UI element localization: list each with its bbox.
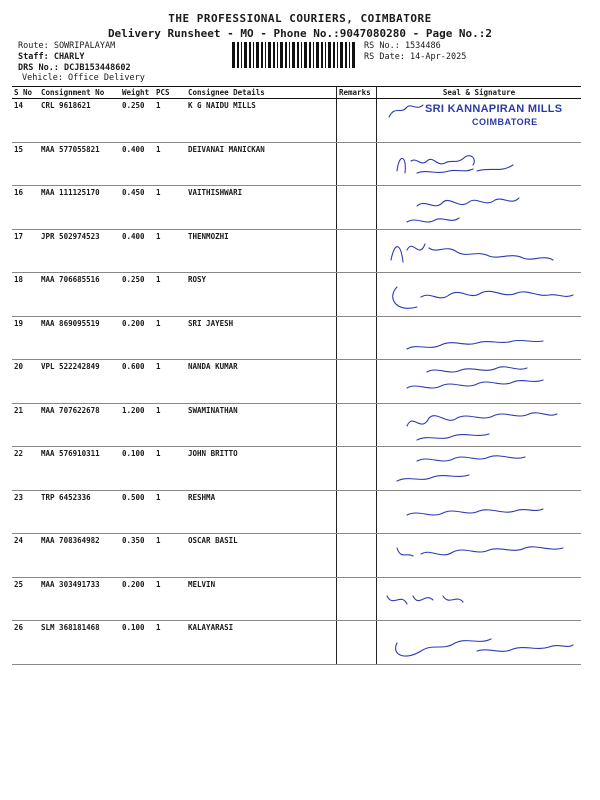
cell-weight: 0.100 [120, 621, 154, 665]
cell-signature [377, 229, 582, 273]
col-header-consignee: Consignee Details [186, 87, 337, 99]
cell-sno: 15 [12, 142, 39, 186]
table-row [12, 577, 581, 621]
cell-remarks [337, 229, 377, 273]
cell-weight: 0.350 [120, 534, 154, 578]
signature-scribble [377, 491, 581, 534]
cell-consignee: K G NAIDU MILLS [186, 99, 337, 143]
cell-remarks [337, 99, 377, 143]
col-header-signature: Seal & Signature [377, 87, 582, 99]
cell-sno: 18 [12, 273, 39, 317]
signature-scribble [377, 404, 581, 447]
cell-pcs: 1 [154, 447, 186, 491]
table-header-row [12, 87, 581, 99]
cell-weight: 0.200 [120, 316, 154, 360]
cell-signature [377, 577, 582, 621]
cell-signature [377, 534, 582, 578]
signature-scribble [377, 578, 581, 621]
cell-sno: 23 [12, 490, 39, 534]
staff-label: Staff: CHARLY [18, 52, 85, 62]
cell-consignment-no: TRP 6452336 [39, 490, 120, 534]
signature-scribble [377, 447, 581, 490]
table-row [12, 316, 581, 360]
cell-weight: 0.200 [120, 577, 154, 621]
cell-remarks [337, 273, 377, 317]
cell-sno: 16 [12, 186, 39, 230]
signature-scribble [377, 621, 581, 664]
rs-number: RS No.: 1534486 [364, 41, 441, 51]
signature-scribble [377, 534, 581, 577]
table-row [12, 360, 581, 404]
cell-consignment-no: VPL 522242849 [39, 360, 120, 404]
cell-sno: 26 [12, 621, 39, 665]
cell-remarks [337, 403, 377, 447]
cell-signature [377, 99, 582, 143]
cell-consignment-no: CRL 9618621 [39, 99, 120, 143]
cell-pcs: 1 [154, 403, 186, 447]
cell-pcs: 1 [154, 316, 186, 360]
table-row [12, 99, 581, 143]
cell-pcs: 1 [154, 142, 186, 186]
cell-pcs: 1 [154, 621, 186, 665]
cell-weight: 0.400 [120, 229, 154, 273]
table-row [12, 490, 581, 534]
signature-scribble [377, 230, 581, 273]
cell-consignee: OSCAR BASIL [186, 534, 337, 578]
cell-consignment-no: MAA 708364982 [39, 534, 120, 578]
cell-consignee: SWAMINATHAN [186, 403, 337, 447]
cell-remarks [337, 316, 377, 360]
cell-signature [377, 621, 582, 665]
cell-signature [377, 447, 582, 491]
cell-sno: 22 [12, 447, 39, 491]
signature-scribble [377, 99, 581, 142]
col-header-consignment: Consignment No [39, 87, 120, 99]
cell-consignee: RESHMA [186, 490, 337, 534]
cell-consignee: VAITHISHWARI [186, 186, 337, 230]
cell-consignment-no: JPR 502974523 [39, 229, 120, 273]
cell-weight: 1.200 [120, 403, 154, 447]
cell-pcs: 1 [154, 534, 186, 578]
cell-sno: 17 [12, 229, 39, 273]
table-row [12, 447, 581, 491]
signature-scribble [377, 273, 581, 316]
cell-remarks [337, 577, 377, 621]
cell-remarks [337, 447, 377, 491]
seal-stamp-city: COIMBATORE [472, 117, 538, 127]
cell-signature [377, 142, 582, 186]
runsheet-table [12, 86, 581, 665]
cell-remarks [337, 621, 377, 665]
cell-pcs: 1 [154, 273, 186, 317]
cell-weight: 0.500 [120, 490, 154, 534]
signature-scribble [377, 360, 581, 403]
cell-consignment-no: MAA 576910311 [39, 447, 120, 491]
table-row [12, 534, 581, 578]
cell-remarks [337, 360, 377, 404]
cell-consignee: JOHN BRITTO [186, 447, 337, 491]
cell-consignee: NANDA KUMAR [186, 360, 337, 404]
runsheet-subtitle: Delivery Runsheet - MO - Phone No.:9047080280 - Page No.:2 [107, 27, 493, 40]
cell-consignee: THENMOZHI [186, 229, 337, 273]
cell-consignment-no: MAA 577055821 [39, 142, 120, 186]
cell-sno: 24 [12, 534, 39, 578]
table-row [12, 273, 581, 317]
cell-remarks [337, 490, 377, 534]
cell-pcs: 1 [154, 360, 186, 404]
barcode-image [232, 42, 356, 68]
cell-consignment-no: MAA 869095519 [39, 316, 120, 360]
col-header-sno: S No [12, 87, 39, 99]
cell-consignment-no: MAA 707622678 [39, 403, 120, 447]
cell-weight: 0.100 [120, 447, 154, 491]
company-title: THE PROFESSIONAL COURIERS, COIMBATORE [168, 12, 432, 25]
rs-date: RS Date: 14-Apr-2025 [364, 52, 467, 62]
cell-signature [377, 360, 582, 404]
vehicle-label: Vehicle: Office Delivery [22, 73, 145, 83]
table-row [12, 142, 581, 186]
cell-consignment-no: SLM 368181468 [39, 621, 120, 665]
cell-consignee: KALAYARASI [186, 621, 337, 665]
cell-consignee: DEIVANAI MANICKAN [186, 142, 337, 186]
cell-signature [377, 186, 582, 230]
cell-signature [377, 273, 582, 317]
cell-remarks [337, 186, 377, 230]
cell-weight: 0.450 [120, 186, 154, 230]
cell-weight: 0.600 [120, 360, 154, 404]
cell-sno: 21 [12, 403, 39, 447]
signature-scribble [377, 186, 581, 229]
cell-weight: 0.250 [120, 99, 154, 143]
cell-consignee: ROSY [186, 273, 337, 317]
table-row [12, 186, 581, 230]
cell-remarks [337, 534, 377, 578]
table-row [12, 229, 581, 273]
cell-consignment-no: MAA 303491733 [39, 577, 120, 621]
cell-pcs: 1 [154, 99, 186, 143]
col-header-weight: Weight [120, 87, 154, 99]
table-row [12, 403, 581, 447]
cell-signature [377, 403, 582, 447]
col-header-remarks: Remarks [337, 87, 377, 99]
cell-sno: 14 [12, 99, 39, 143]
seal-stamp-name: SRI KANNAPIRAN MILLS [425, 103, 563, 115]
cell-pcs: 1 [154, 577, 186, 621]
cell-sno: 25 [12, 577, 39, 621]
cell-sno: 20 [12, 360, 39, 404]
cell-weight: 0.400 [120, 142, 154, 186]
cell-sno: 19 [12, 316, 39, 360]
cell-pcs: 1 [154, 229, 186, 273]
cell-consignment-no: MAA 111125170 [39, 186, 120, 230]
cell-remarks [337, 142, 377, 186]
cell-pcs: 1 [154, 186, 186, 230]
cell-consignment-no: MAA 706685516 [39, 273, 120, 317]
drs-label: DRS No.: DCJB153448602 [18, 63, 131, 73]
col-header-pcs: PCS [154, 87, 186, 99]
cell-consignee: MELVIN [186, 577, 337, 621]
signature-scribble [377, 143, 581, 186]
cell-pcs: 1 [154, 490, 186, 534]
table-row [12, 621, 581, 665]
cell-consignee: SRI JAYESH [186, 316, 337, 360]
cell-signature [377, 316, 582, 360]
cell-weight: 0.250 [120, 273, 154, 317]
signature-scribble [377, 317, 581, 360]
cell-signature [377, 490, 582, 534]
route-label: Route: SOWRIPALAYAM [18, 41, 116, 51]
